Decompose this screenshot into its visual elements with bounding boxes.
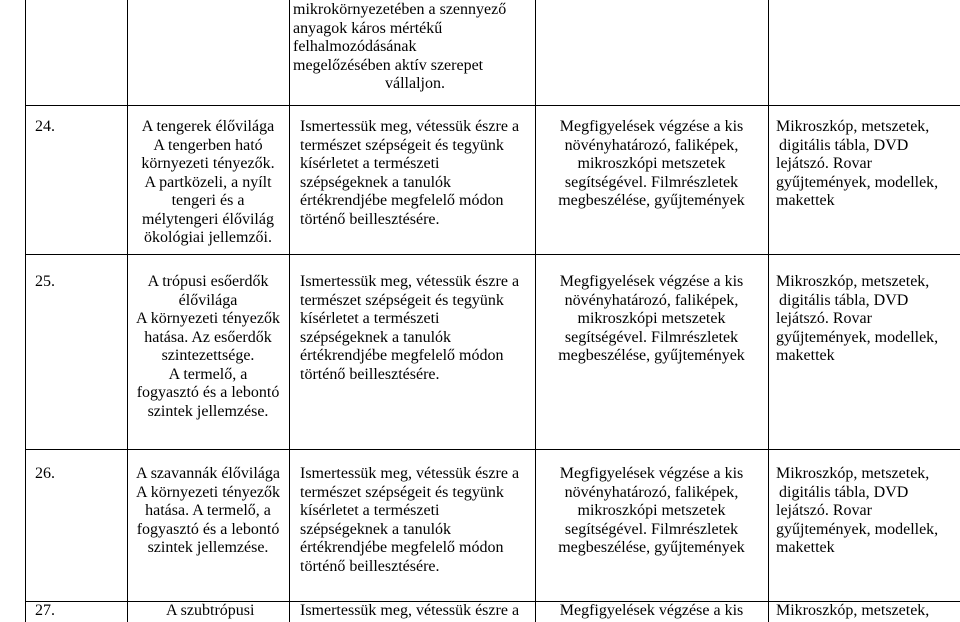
text-line: történő beillesztésére.: [300, 365, 440, 383]
text-line: mikroszkópi metszetek: [577, 310, 726, 327]
text-line: A szavannák élővilága: [136, 465, 280, 482]
text-line: kísérletet a természeti: [300, 502, 440, 519]
text-line: szintek jellemzése.: [147, 402, 269, 420]
activity-cell: [536, 465, 767, 558]
text-line: növényhatározó, faliképek,: [564, 136, 739, 154]
text-line: Mikroszkóp, metszetek,: [776, 602, 930, 619]
text-line: Ismertessük meg, vétessük észre a: [300, 273, 520, 290]
row-number: 26.: [35, 465, 55, 482]
text-line: megbeszélése, gyűjtemények: [558, 539, 745, 556]
tools-cell: [776, 465, 938, 558]
text-line: segítségével. Filmrészletek: [564, 328, 739, 346]
text-line: természet szépségeit és tegyünk: [300, 291, 504, 309]
text-line: felhalmozódásának: [293, 38, 417, 55]
text-line: mikrokörnyezetében a szennyező: [293, 1, 507, 18]
text-line: Ismertessük meg, vétessük észre a: [300, 465, 520, 482]
text-line: lejátszó. Rovar: [776, 310, 872, 327]
text-line: kísérletet a természeti: [300, 310, 440, 327]
goal-cell: [300, 602, 519, 621]
text-line: értékrendjébe megfelelő módon: [300, 539, 504, 556]
text-line: A tengerben ható: [153, 136, 263, 154]
text-line: értékrendjébe megfelelő módon: [300, 347, 504, 364]
text-line: hatása. A termelő, a: [145, 502, 271, 519]
row-divider: [25, 105, 960, 106]
text-line: lejátszó. Rovar: [776, 502, 872, 519]
text-line: A termelő, a: [168, 365, 248, 383]
goal-cell: [300, 465, 519, 576]
text-line: történő beillesztésére.: [300, 557, 440, 575]
tools-cell: [776, 273, 938, 366]
activity-cell: [536, 602, 767, 621]
text-line: A környezeti tényezők: [136, 310, 280, 327]
text-line: Mikroszkóp, metszetek,: [776, 273, 930, 290]
text-line: növényhatározó, faliképek,: [564, 483, 739, 501]
text-line: tengeri és a: [171, 192, 245, 209]
text-line: szépségeknek a tanulók: [300, 173, 452, 191]
continuation-goal-cell: [293, 1, 506, 94]
text-line: A tengerek élővilága: [141, 118, 275, 135]
topic-cell: [166, 602, 254, 621]
text-line: Mikroszkóp, metszetek,: [776, 118, 930, 135]
text-line: A szubtrópusi: [166, 602, 255, 619]
tools-cell: [776, 602, 929, 621]
topic-cell: [128, 465, 288, 558]
text-line: hatása. Az esőerdők: [144, 328, 272, 346]
text-line: mélytengeri élővilág: [142, 210, 274, 228]
text-line: történő beillesztésére.: [300, 210, 440, 228]
text-line: Megfigyelések végzése a kis: [559, 602, 744, 619]
row-number: 24.: [35, 118, 55, 135]
text-line: megbeszélése, gyűjtemények: [558, 347, 745, 364]
curriculum-table: [25, 0, 960, 622]
column-divider: [768, 0, 769, 622]
text-line: anyagok káros mértékű: [293, 19, 443, 37]
text-line: fogyasztó és a lebontó: [136, 520, 280, 538]
text-line: A környezeti tényezők: [136, 483, 280, 501]
text-line: kísérletet a természeti: [300, 155, 440, 172]
text-line: Ismertessük meg, vétessük észre a: [300, 602, 520, 619]
text-line: digitális tábla, DVD: [779, 483, 909, 501]
text-line: makettek: [776, 539, 835, 556]
text-line: gyűjtemények, modellek,: [776, 520, 939, 538]
goal-cell: [300, 118, 519, 229]
text-line: Megfigyelések végzése a kis: [559, 118, 744, 135]
text-line: szépségeknek a tanulók: [300, 328, 452, 346]
text-line: segítségével. Filmrészletek: [564, 520, 739, 538]
text-line: környezeti tényezők.: [141, 155, 275, 172]
text-line: digitális tábla, DVD: [779, 291, 909, 309]
text-line: növényhatározó, faliképek,: [564, 291, 739, 309]
topic-cell: [128, 118, 288, 248]
text-line: makettek: [776, 192, 835, 209]
text-line: fogyasztó és a lebontó: [136, 384, 280, 401]
row-divider: [25, 254, 960, 255]
text-line: digitális tábla, DVD: [779, 136, 909, 154]
text-line: ökológiai jellemzői.: [144, 229, 272, 246]
topic-cell: [128, 273, 288, 421]
column-divider: [289, 0, 290, 622]
text-line: megelőzésében aktív szerepet: [293, 56, 484, 74]
text-line: természet szépségeit és tegyünk: [300, 483, 504, 501]
text-line: A trópusi esőerdők: [147, 273, 269, 290]
text-line: Megfigyelések végzése a kis: [559, 273, 744, 290]
activity-cell: [536, 118, 767, 211]
text-line: Mikroszkóp, metszetek,: [776, 465, 930, 482]
text-line: lejátszó. Rovar: [776, 155, 872, 172]
text-line: mikroszkópi metszetek: [577, 502, 726, 519]
text-line: értékrendjébe megfelelő módon: [300, 192, 504, 209]
goal-cell: [300, 273, 519, 384]
activity-cell: [536, 273, 767, 366]
text-line: szintek jellemzése.: [147, 539, 269, 556]
row-divider: [25, 449, 960, 450]
text-line: gyűjtemények, modellek,: [776, 328, 939, 346]
row-number: 27.: [35, 602, 55, 619]
text-line: Megfigyelések végzése a kis: [559, 465, 744, 482]
text-line: szintezettsége.: [161, 347, 255, 364]
table-border-left: [25, 0, 26, 622]
text-line: mikroszkópi metszetek: [577, 155, 726, 172]
text-line: természet szépségeit és tegyünk: [300, 136, 504, 154]
text-line: segítségével. Filmrészletek: [564, 173, 739, 191]
row-number: 25.: [35, 273, 55, 290]
text-line: vállaljon.: [385, 75, 445, 92]
text-line: Ismertessük meg, vétessük észre a: [300, 118, 520, 135]
text-line: élővilága: [178, 291, 238, 309]
text-line: gyűjtemények, modellek,: [776, 173, 939, 191]
text-line: A partközeli, a nyílt: [144, 173, 272, 191]
text-line: megbeszélése, gyűjtemények: [558, 192, 745, 209]
text-line: makettek: [776, 347, 835, 364]
tools-cell: [776, 118, 938, 211]
text-line: szépségeknek a tanulók: [300, 520, 452, 538]
